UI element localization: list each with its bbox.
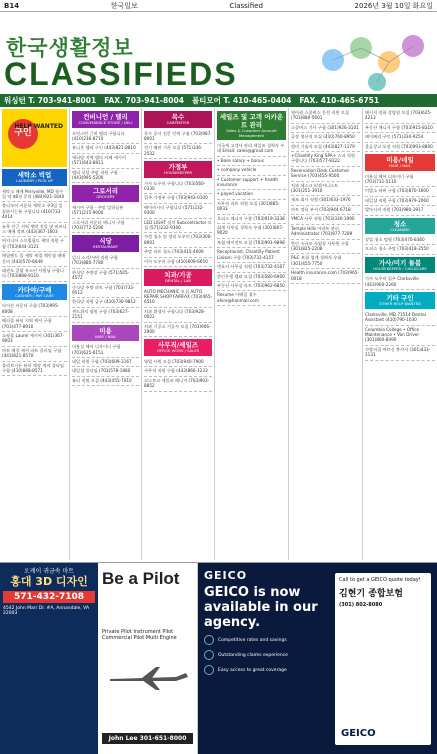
section-subtitle: OFFICE WORK / SALES <box>156 348 200 354</box>
classified-ad: 오피스 청소 주말 (703)418-2550 <box>365 245 435 254</box>
section-subtitle: GROCERY <box>96 194 115 200</box>
section-header <box>365 292 435 309</box>
jewelry-brand: 오케이 귀금속 마트 <box>23 568 75 575</box>
section-header <box>72 235 139 252</box>
page-header <box>0 0 437 12</box>
classified-ad: 정비 기술자 모집 (443)827-1179 <box>291 143 360 152</box>
agent-phone: (301) 802-8080 <box>339 602 383 608</box>
classified-ad: 마트 정육 부서 (703)944-6718 <box>291 206 360 215</box>
classified-ad: 발마사지 직원 (703)980-1917 <box>365 206 435 215</box>
people-network-illustration <box>313 30 433 92</box>
section-subtitle: DENTAL / LAB <box>165 278 191 284</box>
section-subtitle: RESTAURANT <box>92 244 119 250</box>
classified-ad: YMCA 사무 직원 (703)330-1990 <box>291 215 360 224</box>
column-6 <box>363 108 437 560</box>
section-title: 그로서리 <box>92 187 119 196</box>
classified-ad: Health insurance.com (703)965-0018 <box>291 269 360 284</box>
classified-ad: 주말 파트 청소 (703)415-4609 <box>144 248 212 257</box>
washington-phone: 워싱턴 T. 703-941-8001 <box>4 96 97 105</box>
classified-ad: 전기 배관 기사 모집 (571)336-2532 <box>144 144 212 159</box>
section-subtitle: CONVENIENCE STORE / DELI <box>78 120 133 125</box>
section-header <box>365 218 435 235</box>
classified-ad: 마트 매장 캐셔 파트 풀타임 구함 (443)821-8570 <box>2 347 67 362</box>
classified-ad: 뉴욕 인근 지역 세탁 건물 및 비즈니스 매매 정보 (443)367-1603 <box>2 223 67 238</box>
classified-ad: 미용실 헤어 디자이너 구함 (703)731-5110 <box>365 173 435 188</box>
classified-ad: 한식당 주방장 구함 (571)505-4572 <box>72 269 139 284</box>
classified-ad: 미국계 고객사 관리 세일즈 경력자 우대 Email: sales@gmail.com <box>217 142 286 157</box>
paper-name: 한국일보 <box>110 1 138 10</box>
help-badge: 구인 <box>8 119 38 149</box>
help-label: HELP WANTED <box>14 123 63 130</box>
geico-ad <box>198 563 437 754</box>
classified-ad: 영업 사원 모집 (703)940-7900 <box>144 358 212 367</box>
section-subtitle: HAIR / NAIL <box>94 333 117 339</box>
section-header <box>144 339 212 356</box>
classified-ad: Columbia College • Office Maintenance • Van Driver (301)860-8490 <box>365 326 435 346</box>
classified-ad: 가사 도우미 구합니다 (703)560-0330 <box>144 180 212 195</box>
section-header <box>72 185 139 202</box>
classified-ad: 네일샵 풀타임 (703)578-1980 <box>72 367 139 376</box>
classified-ad: 볼티모어 카운티 세탁소 주3일 일 잘하시는분 구합니다 (410)733-4414 <box>2 202 67 222</box>
phone-bar <box>0 94 437 107</box>
classified-ad: Reservation Desk Customer Service (703)455-9500 <box>291 167 360 182</box>
classified-ad: 미용실 헤어 디자이너 구함 (703)625-6151 <box>72 343 139 358</box>
savings-icon <box>204 635 214 645</box>
classified-ad: 부동산 매니저 구함 (703)915-8310 <box>365 124 435 133</box>
classified-ad: 일식 스시/서버 직원 구함 (703)880-7780 <box>72 254 139 269</box>
classified-ad: 네일 직원 구함 (703)609-3167 <box>72 358 139 367</box>
classified-ad: 회계 사무실 경력자 우대 (301)807-9020 <box>217 224 286 239</box>
korean-title: 한국생활정보 <box>6 36 134 60</box>
section-subtitle: Sales & Customer Account Management <box>226 128 277 138</box>
coverage-icon <box>204 665 214 675</box>
classified-ad: 쇼핑몰 Laurel 캐시어 (301)367-9003 <box>2 332 67 347</box>
pilot-ad <box>98 563 198 754</box>
classified-ad: 한식당 직원 급구 (410)730-9812 <box>72 298 139 307</box>
pilot-title: Be a Pilot <box>102 569 180 588</box>
classified-ad: 페이페리 구인 (571)334-9254 <box>365 133 435 142</box>
classified-ad: 뷰티 직원 모집 (443)455-7010 <box>72 377 139 386</box>
section-subtitle: CLEANING <box>390 226 410 232</box>
section-subtitle: HOUSEKEEPER <box>163 170 193 176</box>
section-title: 가사/미기 돌봄 <box>378 258 422 267</box>
classified-ad: 상업 청소 팀원 (703)470-8360 <box>365 236 435 245</box>
section-title: 청소 <box>393 219 407 228</box>
section-title: 컨비니언 / 델리 <box>83 113 128 121</box>
classified-ad: Receptionist, Chantilly Patient Liaison 구함 (703)732-4157 <box>217 248 286 263</box>
classified-ad: 프린스턴 근처 델리 구합니다 (410)236-8710 <box>72 130 139 145</box>
classified-ad: 유니온 델리 구인 (443)821-8810 <box>72 144 139 153</box>
pilot-sub: Private Pilot Instrument Pilot Commercial Pilot Multi Engine <box>102 629 177 641</box>
classified-ad: 캐시어 구함 - 주말 일하실분 (571)215-9000 <box>72 204 139 219</box>
jewelry-ad <box>0 563 98 754</box>
classified-ad: 샌드위치 점원 구함 (703)627-2151 <box>72 308 139 323</box>
english-title: CLASSIFIEDS <box>4 56 238 92</box>
section-subtitle: OTHER HELP WANTED <box>379 301 421 307</box>
classified-ad: 한인은행 텔러 모집 (703)580-6900 <box>217 273 286 282</box>
classified-ad: 사랑의집 어르신 봉사자 (301)433-1131 <box>365 346 435 361</box>
jewelry-phone: 571-432-7108 <box>3 591 95 603</box>
classified-ad: 치과 기공소 기공사 모집 (703)906-2900 <box>144 323 212 338</box>
washington-fax: FAX. 703-941-8004 <box>104 96 184 105</box>
section-header <box>365 257 435 274</box>
section-subtitle: CARPENTER <box>166 120 190 125</box>
section-title: 식당 <box>99 237 112 246</box>
geico-agent-card <box>335 573 431 745</box>
section-title: 세탁소 빅업 <box>17 171 52 179</box>
airplane-icon <box>106 663 190 693</box>
section-title: 목수 <box>171 113 185 121</box>
classified-ad: AUTO MECHANIC 모집 AUTO REPAIR SHOP FAIRFAX (703)465-6510 <box>144 288 212 308</box>
classified-ad: 한인 소규모 사업장 사무원 구함 (301)825-2208 <box>291 240 360 255</box>
section-header <box>217 111 286 140</box>
classified-ad: • Customer support + health insurance <box>217 176 286 191</box>
classifieds-banner <box>0 12 437 94</box>
section-header <box>72 325 139 342</box>
section-header <box>2 169 67 186</box>
classified-ad: 치과 데스크 리셉셔니스트 (301)251-3910 <box>291 182 360 197</box>
classified-ad: 보험 에이전트 모집 (703)991-9898 <box>217 239 286 248</box>
agent-name: 김현기 종합보험 <box>339 589 403 599</box>
section-title: 카다야/구매 <box>17 285 52 294</box>
classified-ad: 메시지 전화 상담원 모집 (703)625-4213 <box>365 109 435 124</box>
section-name: Classified <box>229 1 263 10</box>
classified-ad: P&C 보험 업계 경력자 우대 (301)455-7750 <box>291 254 360 269</box>
classified-ad: 태권도 클럽 유소년 사범님 구합니다 (703)888-9110 <box>2 267 67 282</box>
classified-ad: 네일샵 직원 구함 (703)979-2060 <box>365 197 435 206</box>
jewelry-title: 홍대 3D 디자인 <box>10 575 88 588</box>
pilot-phone: John Lee 301-651-8000 <box>102 733 193 744</box>
classified-ad: 가정 청소 및 정리 도우미 (703)300-8901 <box>144 233 212 248</box>
jewelry-address: 4542 John Marr Dr. #A, Annandale, VA 22003 <box>3 606 90 616</box>
classified-ad: 베이비시터 구합니다 (571)232-9300 <box>144 204 212 219</box>
classified-ad: 치과 위생사 구합니다 (703)928-0022 <box>144 308 212 323</box>
section-header <box>72 111 139 128</box>
classified-ad: +Chantilly King SPA+ 스파 직원 구합니다 (703)577-8222 <box>291 152 360 167</box>
section-title: 사무직/세일즈 <box>157 341 199 350</box>
classified-ad: 가사 도우미 입주 Clarksville (443)960-2260 <box>365 275 435 290</box>
classified-ad: • company vehicle <box>217 166 286 175</box>
column-4 <box>215 108 289 560</box>
section-subtitle: HOUSEKEEPER / CHILDCARE <box>373 265 427 271</box>
geico-benefit-2: Outstanding claims experience <box>204 650 431 660</box>
issue-date: 2026년 3월 10일 화요일 <box>354 1 433 10</box>
classified-ad: 메릴랜드 몰 세탁 픽업 체인점 매매 문의 (443)570-6649 <box>2 252 67 267</box>
classified-ad: 오피스 매니저 구함 (703)919-3338 <box>217 215 286 224</box>
classified-ad: 그로서리 카운터 매니저 구함 (703)772-5290 <box>72 219 139 234</box>
classified-ad: 사무직 직원 구함 (443)866-1233 <box>144 367 212 376</box>
classified-ad: 올리브가든 뷰티 매장 캐셔 풀타임 구함 (410)868-8571 <box>2 362 67 377</box>
classified-ad: 이발소 바버 구함 (703)870-1600 <box>365 187 435 196</box>
bottom-ads <box>0 562 437 754</box>
geico-headline: GEICO is now available in our agency. <box>204 585 318 630</box>
section-title: 세일즈 및 고객 어카운트 관리 <box>219 113 284 129</box>
section-header <box>2 284 67 301</box>
classified-ad: 입주 가정부 구함 (703)943-0100 <box>144 194 212 203</box>
section-header <box>144 111 212 128</box>
geico-logo: GEICO <box>204 569 248 582</box>
column-3 <box>142 108 215 560</box>
baltimore-fax: FAX. 410-465-6751 <box>299 96 380 105</box>
section-title: 미용/네일 <box>386 156 414 165</box>
classified-ad: 물류창고 포장 직원 (703)993-8800 <box>365 143 435 152</box>
classified-ad: 제조 회사 직원 (301)633-1976 <box>291 196 360 205</box>
classified-ad: 부동산 사무실 파트 (703)962-6850 <box>217 282 286 291</box>
classified-ad: 세탁소 매매 Perryville, MD 월수입 약 $8천 문의 (484)921-1640 <box>2 188 67 203</box>
section-title: 치과/기공 <box>164 271 192 280</box>
section-header <box>365 154 435 171</box>
classified-ad: 해피몰 뷰티 지역 캐셔 구함 (703)477-8910 <box>2 317 67 332</box>
classified-ad: 공장 생산직 모집 (410)760-8950 <box>291 133 360 142</box>
section-title: 기타 구인 <box>386 294 414 303</box>
classified-ad: 타이슨 카운터 구함 (703)995-8008 <box>2 302 67 317</box>
classified-ad: • payed vacation <box>217 190 286 199</box>
column-1 <box>0 108 70 560</box>
classified-ad: 이사 도우미 구함 (410)609-6650 <box>144 258 212 267</box>
classified-grid <box>0 108 437 560</box>
section-header <box>144 269 212 286</box>
classified-ad: 캐피탈 지역 델리 카페 캐시어 (571)643-8811 <box>72 154 139 169</box>
classified-ad: Temple Hills 아파트 관리 Administrator (703)977-7289 <box>291 225 360 240</box>
classified-ad: 변호사 사무실 직원 (703)732-4167 <box>217 263 286 272</box>
classified-ad: 목수 공사 전문 인력 구함 (703)987-8001 <box>144 130 212 145</box>
geico-benefit-1: Competitive rates and savings <box>204 635 431 645</box>
help-wanted-box <box>2 109 67 167</box>
section-subtitle: HAIR / NAIL <box>389 163 411 169</box>
claims-icon <box>204 650 214 660</box>
classified-ad: 버지니아 스프링필드 세탁 직원 구함 (703)644-3121 <box>2 237 67 252</box>
classified-ad: 영어권 스쿨버스 운전 직원 모집 (703)880-5601 <box>291 109 360 124</box>
page-number: B14 <box>4 1 20 10</box>
section-subtitle: CASHIER / PAY CARE <box>15 292 54 298</box>
classified-ad: 델리 식당 주말 직원 구함 (443)995-5200 <box>72 169 139 184</box>
geico-benefit-3: Easy access to great coverage <box>204 665 431 675</box>
classified-ad: Clarksville, MD 71514 Dental Assistant (410)790-1030 <box>365 311 435 326</box>
classified-ad: LED LIGHT 설치 Subcontractor 모집 (571)232-9300 <box>144 219 212 234</box>
classified-ad: 사무직 파트 직원 모집 (301)885-0033 <box>217 200 286 215</box>
baltimore-phone: 볼티모어 T. 410-465-0404 <box>191 96 292 105</box>
section-title: 미용 <box>99 326 112 335</box>
column-2 <box>70 108 142 560</box>
geico-card-logo: GEICO <box>341 728 376 739</box>
classified-ad: 중식당 주방 파트 구함 (703)732-9512 <box>72 284 139 299</box>
geico-call-text: Call to get a GEICO quote today! <box>339 577 421 583</box>
classified-ad: 스쿨버스 기사 구함 (301)926-3101 <box>291 124 360 133</box>
section-title: 가정부 <box>168 163 188 172</box>
classified-ad: Resume 이메일 접수 ehire@hanmail.com <box>217 291 286 306</box>
classified-ad: • Base salary + bonus <box>217 157 286 166</box>
classified-ad: 코스트코 세일즈 매니저 (703)903-8852 <box>144 377 212 392</box>
column-5 <box>289 108 363 560</box>
section-header <box>144 161 212 178</box>
section-subtitle: LAUNDRY / PICK UP <box>16 178 53 183</box>
